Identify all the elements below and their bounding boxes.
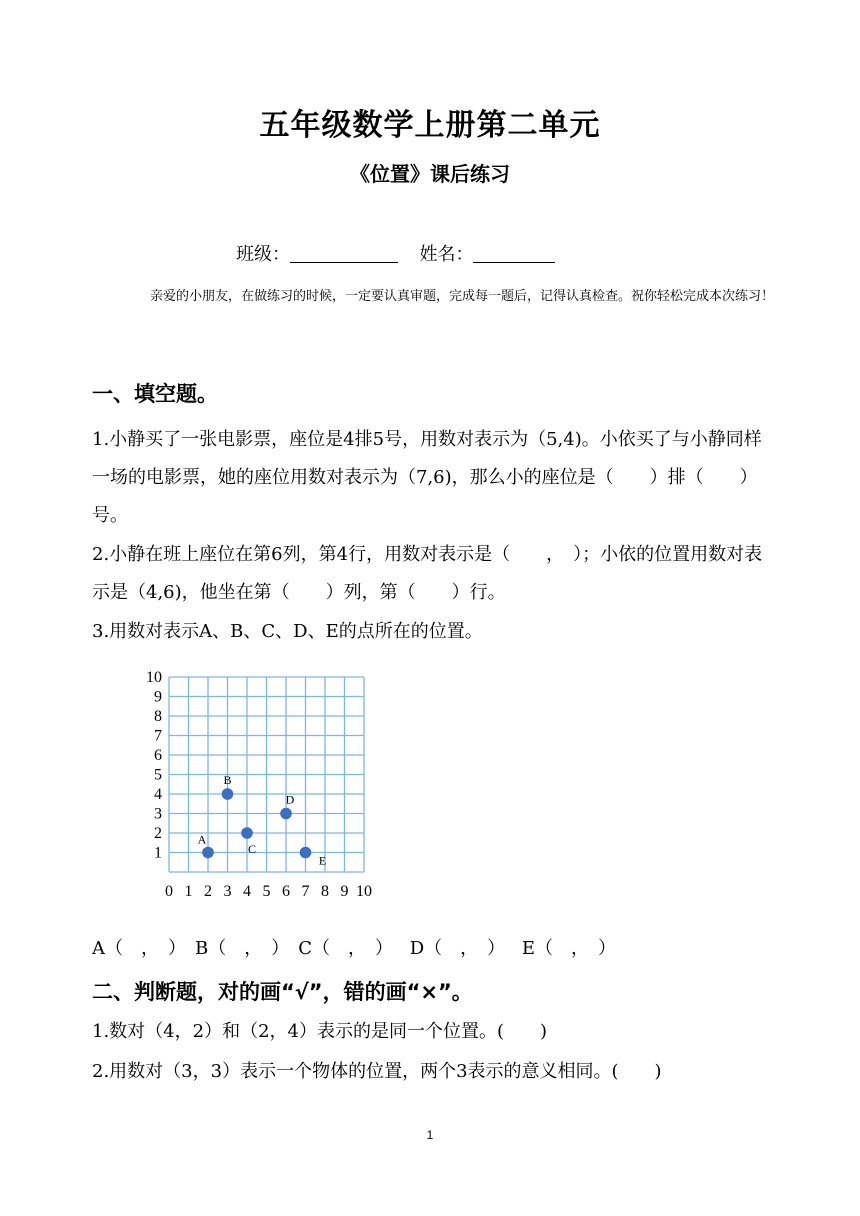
- point-label-c: C: [247, 842, 257, 856]
- class-blank[interactable]: [290, 244, 398, 263]
- x-tick-labels: [165, 883, 372, 900]
- point-label-b: B: [223, 773, 232, 787]
- x-tick-label: 6: [282, 883, 290, 900]
- x-tick-label: 4: [243, 883, 251, 900]
- question-2-2: 2.用数对（3，3）表示一个物体的位置，两个3表示的意义相同。( ): [92, 1061, 662, 1082]
- x-tick-label: 5: [262, 883, 271, 900]
- question-1-3: 3.用数对表示A、B、C、D、E的点所在的位置。: [92, 621, 483, 642]
- plot-points: [198, 773, 327, 868]
- point-e: [300, 847, 312, 859]
- question-2-1: 1.数对（4，2）和（2，4）表示的是同一个位置。( ): [92, 1021, 548, 1042]
- y-tick-label: 6: [154, 747, 162, 764]
- name-blank[interactable]: [473, 244, 555, 263]
- y-tick-label: 8: [154, 708, 162, 725]
- x-tick-label: 10: [356, 883, 372, 900]
- intro-paragraph: [92, 282, 782, 312]
- page-title: 五年级数学上册第二单元: [259, 108, 601, 143]
- y-tick-label: 7: [154, 727, 162, 745]
- x-tick-label: 3: [223, 883, 232, 900]
- answer-line: A（ ， ） B（ ， ） C（ ， ） D（ ， ） E（ ， ）: [92, 938, 617, 959]
- class-label: 班级：: [236, 244, 290, 265]
- page-subtitle: 《位置》课后练习: [350, 162, 510, 186]
- y-tick-label: 9: [154, 688, 162, 706]
- point-label-d: D: [285, 792, 295, 807]
- y-tick-labels: [146, 669, 162, 862]
- class-name-line: [236, 240, 555, 266]
- section1-heading: 一、填空题。: [92, 382, 218, 406]
- y-tick-label: 5: [154, 766, 162, 784]
- point-d: [280, 808, 292, 820]
- y-tick-label: 1: [154, 844, 162, 862]
- x-tick-label: 9: [340, 883, 349, 900]
- y-tick-label: 3: [154, 805, 162, 823]
- question-1-2: 2.小静在班上座位在第6列，第4行，用数对表示是（ ， ）；小依的位置用数对表示是（4,6)，他坐在第（ ）列，第（ ）行。: [92, 544, 763, 603]
- x-tick-label: 1: [184, 883, 193, 900]
- x-tick-label: 8: [321, 883, 329, 900]
- y-tick-label: 4: [154, 786, 162, 803]
- page-number: 1: [426, 1128, 434, 1142]
- intro-text: 亲爱的小朋友，在做练习的时候，一定要认真审题，完成每一题后，记得认真检查。祝你轻松完成本次练习！: [150, 289, 775, 304]
- y-tick-label: 2: [154, 825, 162, 842]
- question-1-1: 1.小静买了一张电影票，座位是4排5号，用数对表示为（5,4)。小依买了与小静同样一场的电影票，她的座位用数对表示为（7,6)，那么小的座位是（ ）排（ ）号。: [92, 429, 762, 526]
- point-label-e: E: [318, 853, 327, 868]
- section2-heading: 二、判断题，对的画“√”，错的画“×”。: [92, 980, 473, 1004]
- x-tick-label: 0: [165, 883, 173, 900]
- point-c: [241, 827, 253, 839]
- coordinate-grid: [130, 668, 390, 904]
- name-label: 姓名：: [419, 244, 474, 265]
- point-b: [222, 788, 234, 800]
- point-a: [202, 847, 214, 859]
- x-tick-label: 7: [301, 883, 310, 900]
- x-tick-label: 2: [204, 883, 212, 900]
- point-label-a: A: [197, 832, 207, 847]
- y-tick-label: 10: [146, 669, 162, 686]
